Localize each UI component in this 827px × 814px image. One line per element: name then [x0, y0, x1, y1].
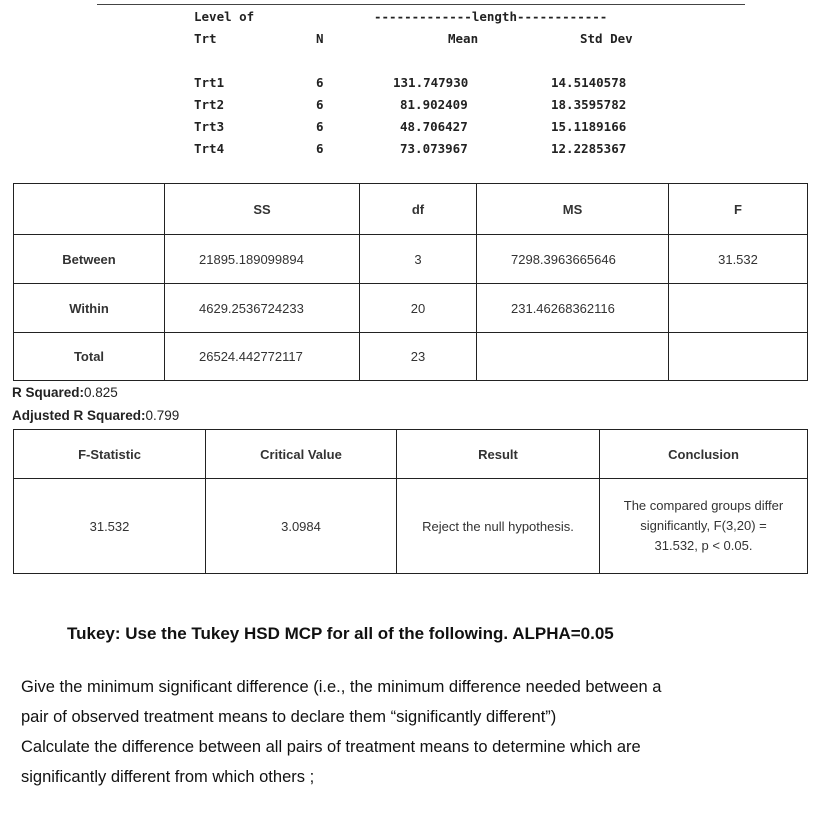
instructions-paragraph	[21, 672, 821, 792]
means-row-level: Trt3	[194, 119, 225, 134]
anova-ms-between: 7298.3963665646	[477, 235, 669, 284]
means-row-n: 6	[316, 141, 324, 156]
result-crit: 3.0984	[206, 479, 397, 574]
anova-header-blank	[14, 184, 165, 235]
means-row-level: Trt1	[194, 75, 225, 90]
paragraph-line: Calculate the difference between all pairs of treatment means to determine which are	[21, 738, 641, 756]
means-row-n: 6	[316, 119, 324, 134]
result-table	[13, 429, 808, 574]
means-header-n: N	[316, 31, 324, 46]
adj-r-squared-value: 0.799	[145, 408, 180, 423]
conclusion-line: 31.532, p < 0.05.	[654, 538, 753, 553]
means-row-std: 18.3595782	[551, 97, 627, 112]
anova-ss-between: 21895.189099894	[165, 235, 360, 284]
adj-r-squared-label: Adjusted R Squared:	[12, 408, 146, 423]
anova-f-between: 31.532	[669, 235, 808, 284]
conclusion-line: The compared groups differ	[623, 498, 784, 513]
anova-df-within: 20	[360, 284, 477, 333]
anova-ss-within: 4629.2536724233	[165, 284, 360, 333]
means-header-group: -------------length------------	[374, 9, 608, 24]
means-row-mean: 131.747930	[393, 75, 469, 90]
result-header-conclusion: Conclusion	[600, 430, 808, 479]
result-result: Reject the null hypothesis.	[397, 479, 600, 574]
anova-header-ss: SS	[165, 184, 360, 235]
anova-source-between: Between	[14, 235, 165, 284]
r-squared-value: 0.825	[84, 385, 118, 400]
means-header-std: Std Dev	[580, 31, 633, 46]
means-row-mean: 73.073967	[400, 141, 468, 156]
means-header-level: Level of	[194, 9, 255, 24]
anova-header-df: df	[360, 184, 477, 235]
means-row-std: 12.2285367	[551, 141, 627, 156]
result-header-crit: Critical Value	[206, 430, 397, 479]
r-squared-label: R Squared:	[12, 385, 85, 400]
conclusion-line: significantly, F(3,20) =	[640, 518, 767, 533]
anova-ms-total	[477, 333, 669, 381]
paragraph-line: Give the minimum significant difference (i.e., the minimum difference needed between a	[21, 678, 662, 696]
means-row-mean: 48.706427	[400, 119, 468, 134]
result-header-result: Result	[397, 430, 600, 479]
adj-r-squared-line	[12, 408, 179, 423]
anova-df-total: 23	[360, 333, 477, 381]
means-header-trt: Trt	[194, 31, 217, 46]
means-header-mean: Mean	[448, 31, 479, 46]
anova-ms-within: 231.46268362116	[477, 284, 669, 333]
result-header-fstat: F-Statistic	[14, 430, 206, 479]
tukey-heading: Tukey: Use the Tukey HSD MCP for all of the following. ALPHA=0.05	[67, 624, 614, 643]
means-row-level: Trt2	[194, 97, 225, 112]
result-fstat: 31.532	[14, 479, 206, 574]
result-conclusion	[600, 479, 808, 574]
anova-ss-total: 26524.442772117	[165, 333, 360, 381]
means-row-std: 14.5140578	[551, 75, 627, 90]
top-rule	[97, 4, 745, 5]
anova-table	[13, 183, 808, 381]
anova-f-within	[669, 284, 808, 333]
anova-header-ms: MS	[477, 184, 669, 235]
means-row-n: 6	[316, 75, 324, 90]
means-row-std: 15.1189166	[551, 119, 627, 134]
anova-source-within: Within	[14, 284, 165, 333]
means-row-level: Trt4	[194, 141, 225, 156]
means-row-n: 6	[316, 97, 324, 112]
paragraph-line: pair of observed treatment means to declare them “significantly different”)	[21, 708, 557, 726]
anova-df-between: 3	[360, 235, 477, 284]
paragraph-line: significantly different from which others ;	[21, 768, 315, 786]
anova-header-f: F	[669, 184, 808, 235]
r-squared-line	[12, 385, 118, 400]
anova-f-total	[669, 333, 808, 381]
anova-source-total: Total	[14, 333, 165, 381]
means-row-mean: 81.902409	[400, 97, 468, 112]
